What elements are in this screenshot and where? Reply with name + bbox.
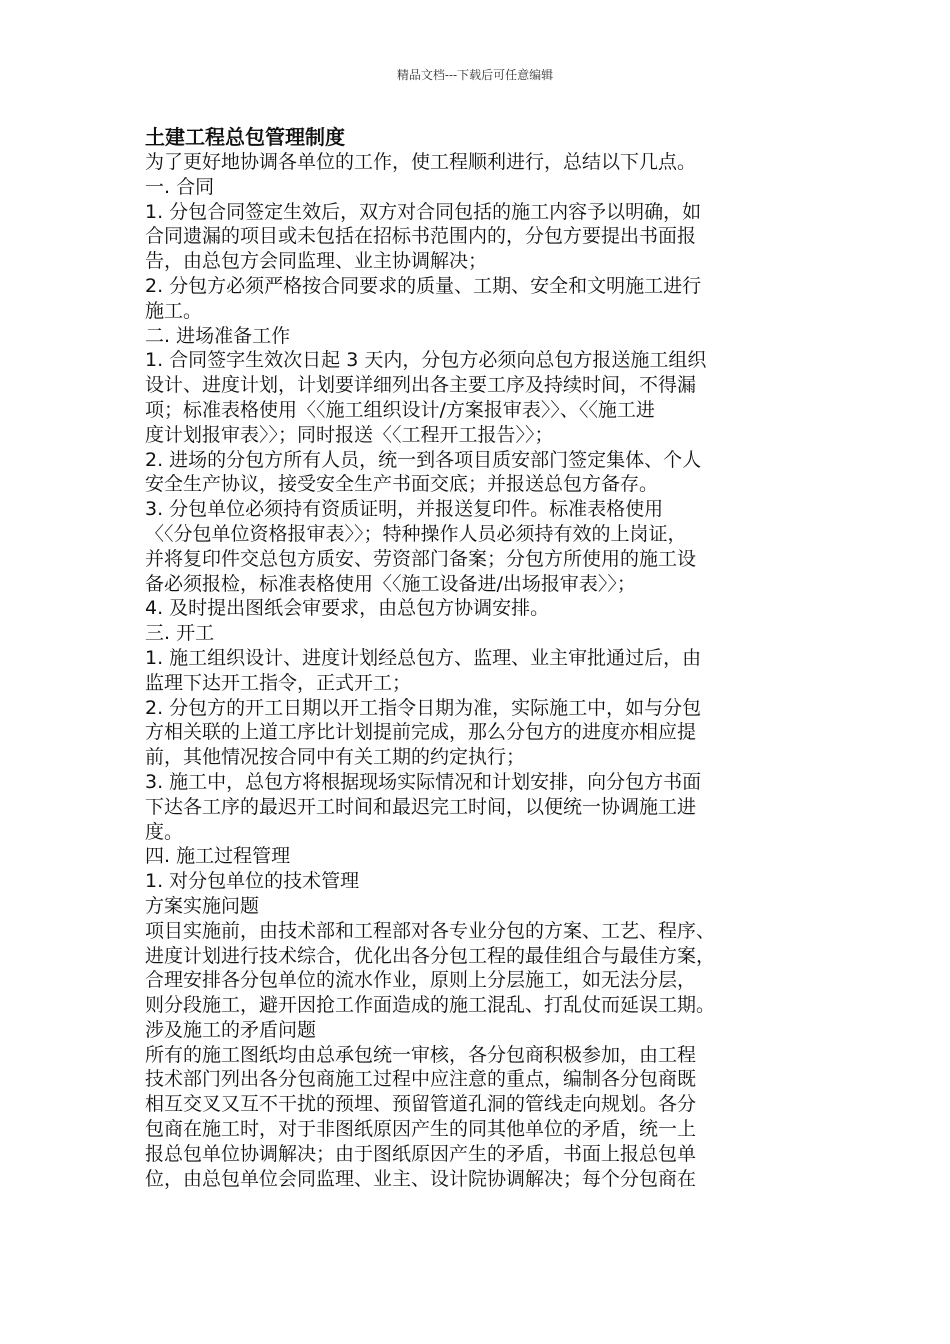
text-line: 备必须报检，标准表格使用〈〈施工设备进/出场报审表〉〉； [145,572,636,595]
text-line: 位，由总包单位会同监理、业主、设计院协调解决；每个分包商在 [145,1167,697,1190]
document-body [145,124,807,1191]
text-line: 相互交叉又互不干扰的预埋、预留管道孔洞的管线走向规划。各分 [145,1093,697,1116]
text-line: 项；标准表格使用〈〈施工组织设计/方案报审表〉〉、〈〈施工进 [145,398,655,421]
text-line: 则分段施工，避开因抢工作面造成的施工混乱、打乱仗而延误工期。 [145,994,716,1017]
text-line: 1. 分包合同签定生效后，双方对合同包括的施工内容予以明确，如 [145,200,702,223]
text-line: 度计划报审表〉〉；同时报送〈〈工程开工报告〉〉； [145,423,554,446]
text-line: 方案实施问题 [145,894,260,917]
text-line: 涉及施工的矛盾问题 [145,1018,317,1041]
text-line: 设计、进度计划，计划要详细列出各主要工序及持续时间，不得漏 [145,374,697,397]
text-line: 下达各工序的最迟开工时间和最迟完工时间，以便统一协调施工进 [145,795,697,818]
text-line: 安全生产协议，接受安全生产书面交底；并报送总包方备存。 [145,473,659,496]
text-line: 施工。 [145,299,203,322]
text-line: 为了更好地协调各单位的工作，使工程顺利进行，总结以下几点。 [145,151,697,173]
text-line: 告，由总包方会同监理、业主协调解决； [145,250,488,273]
text-line: 2. 分包方的开工日期以开工指令日期为准，实际施工中，如与分包 [145,696,702,719]
text-line: 三. 开工 [145,622,215,645]
text-line: 2. 分包方必须严格按合同要求的质量、工期、安全和文明施工进行 [145,274,702,297]
text-line: 〈〈分包单位资格报审表〉〉；特种操作人员必须持有效的上岗证， [145,522,687,545]
text-line: 1. 合同签字生效次日起 3 天内，分包方必须向总包方报送施工组织 [145,349,707,372]
text-line: 前，其他情况按合同中有关工期的约定执行； [145,746,526,769]
text-line: 报总包单位协调解决；由于图纸原因产生的矛盾，书面上报总包单 [145,1142,697,1165]
text-line: 项目实施前，由技术部和工程部对各专业分包的方案、工艺、程序、 [145,919,716,942]
text-line: 方相关联的上道工序比计划提前完成，那么分包方的进度亦相应提 [145,721,697,744]
page-header: 精品文档---下载后可任意编辑 [396,68,554,82]
text-line: 包商在施工时，对于非图纸原因产生的同其他单位的矛盾，统一上 [145,1118,697,1141]
text-line: 一. 合同 [145,175,215,198]
text-line: 3. 分包单位必须持有资质证明，并报送复印件。标准表格使用 [145,498,664,521]
text-line: 监理下达开工指令，正式开工； [145,671,412,694]
text-line: 并将复印件交总包方质安、劳资部门备案；分包方所使用的施工设 [145,547,697,570]
text-line: 合同遗漏的项目或未包括在招标书范围内的，分包方要提出书面报 [145,225,697,248]
text-line: 2. 进场的分包方所有人员，统一到各项目质安部门签定集体、个人 [145,448,702,471]
text-line: 所有的施工图纸均由总承包统一审核，各分包商积极参加，由工程 [145,1043,697,1066]
text-line: 四. 施工过程管理 [145,845,291,868]
document-title: 土建工程总包管理制度 [145,125,345,149]
text-line: 二. 进场准备工作 [145,324,291,347]
text-line: 度。 [145,820,184,843]
text-line: 1. 对分包单位的技术管理 [145,870,360,893]
text-line: 进度计划进行技术综合，优化出各分包工程的最佳组合与最佳方案， [145,944,716,967]
text-line: 1. 施工组织设计、进度计划经总包方、监理、业主审批通过后，由 [145,646,702,669]
text-line: 合理安排各分包单位的流水作业，原则上分层施工，如无法分层， [145,969,697,992]
document-lines [145,150,807,1191]
text-line: 技术部门列出各分包商施工过程中应注意的重点，编制各分包商既 [145,1068,697,1091]
text-line: 4. 及时提出图纸会审要求，由总包方协调安排。 [145,597,550,620]
text-line: 3. 施工中，总包方将根据现场实际情况和计划安排，向分包方书面 [145,770,702,793]
